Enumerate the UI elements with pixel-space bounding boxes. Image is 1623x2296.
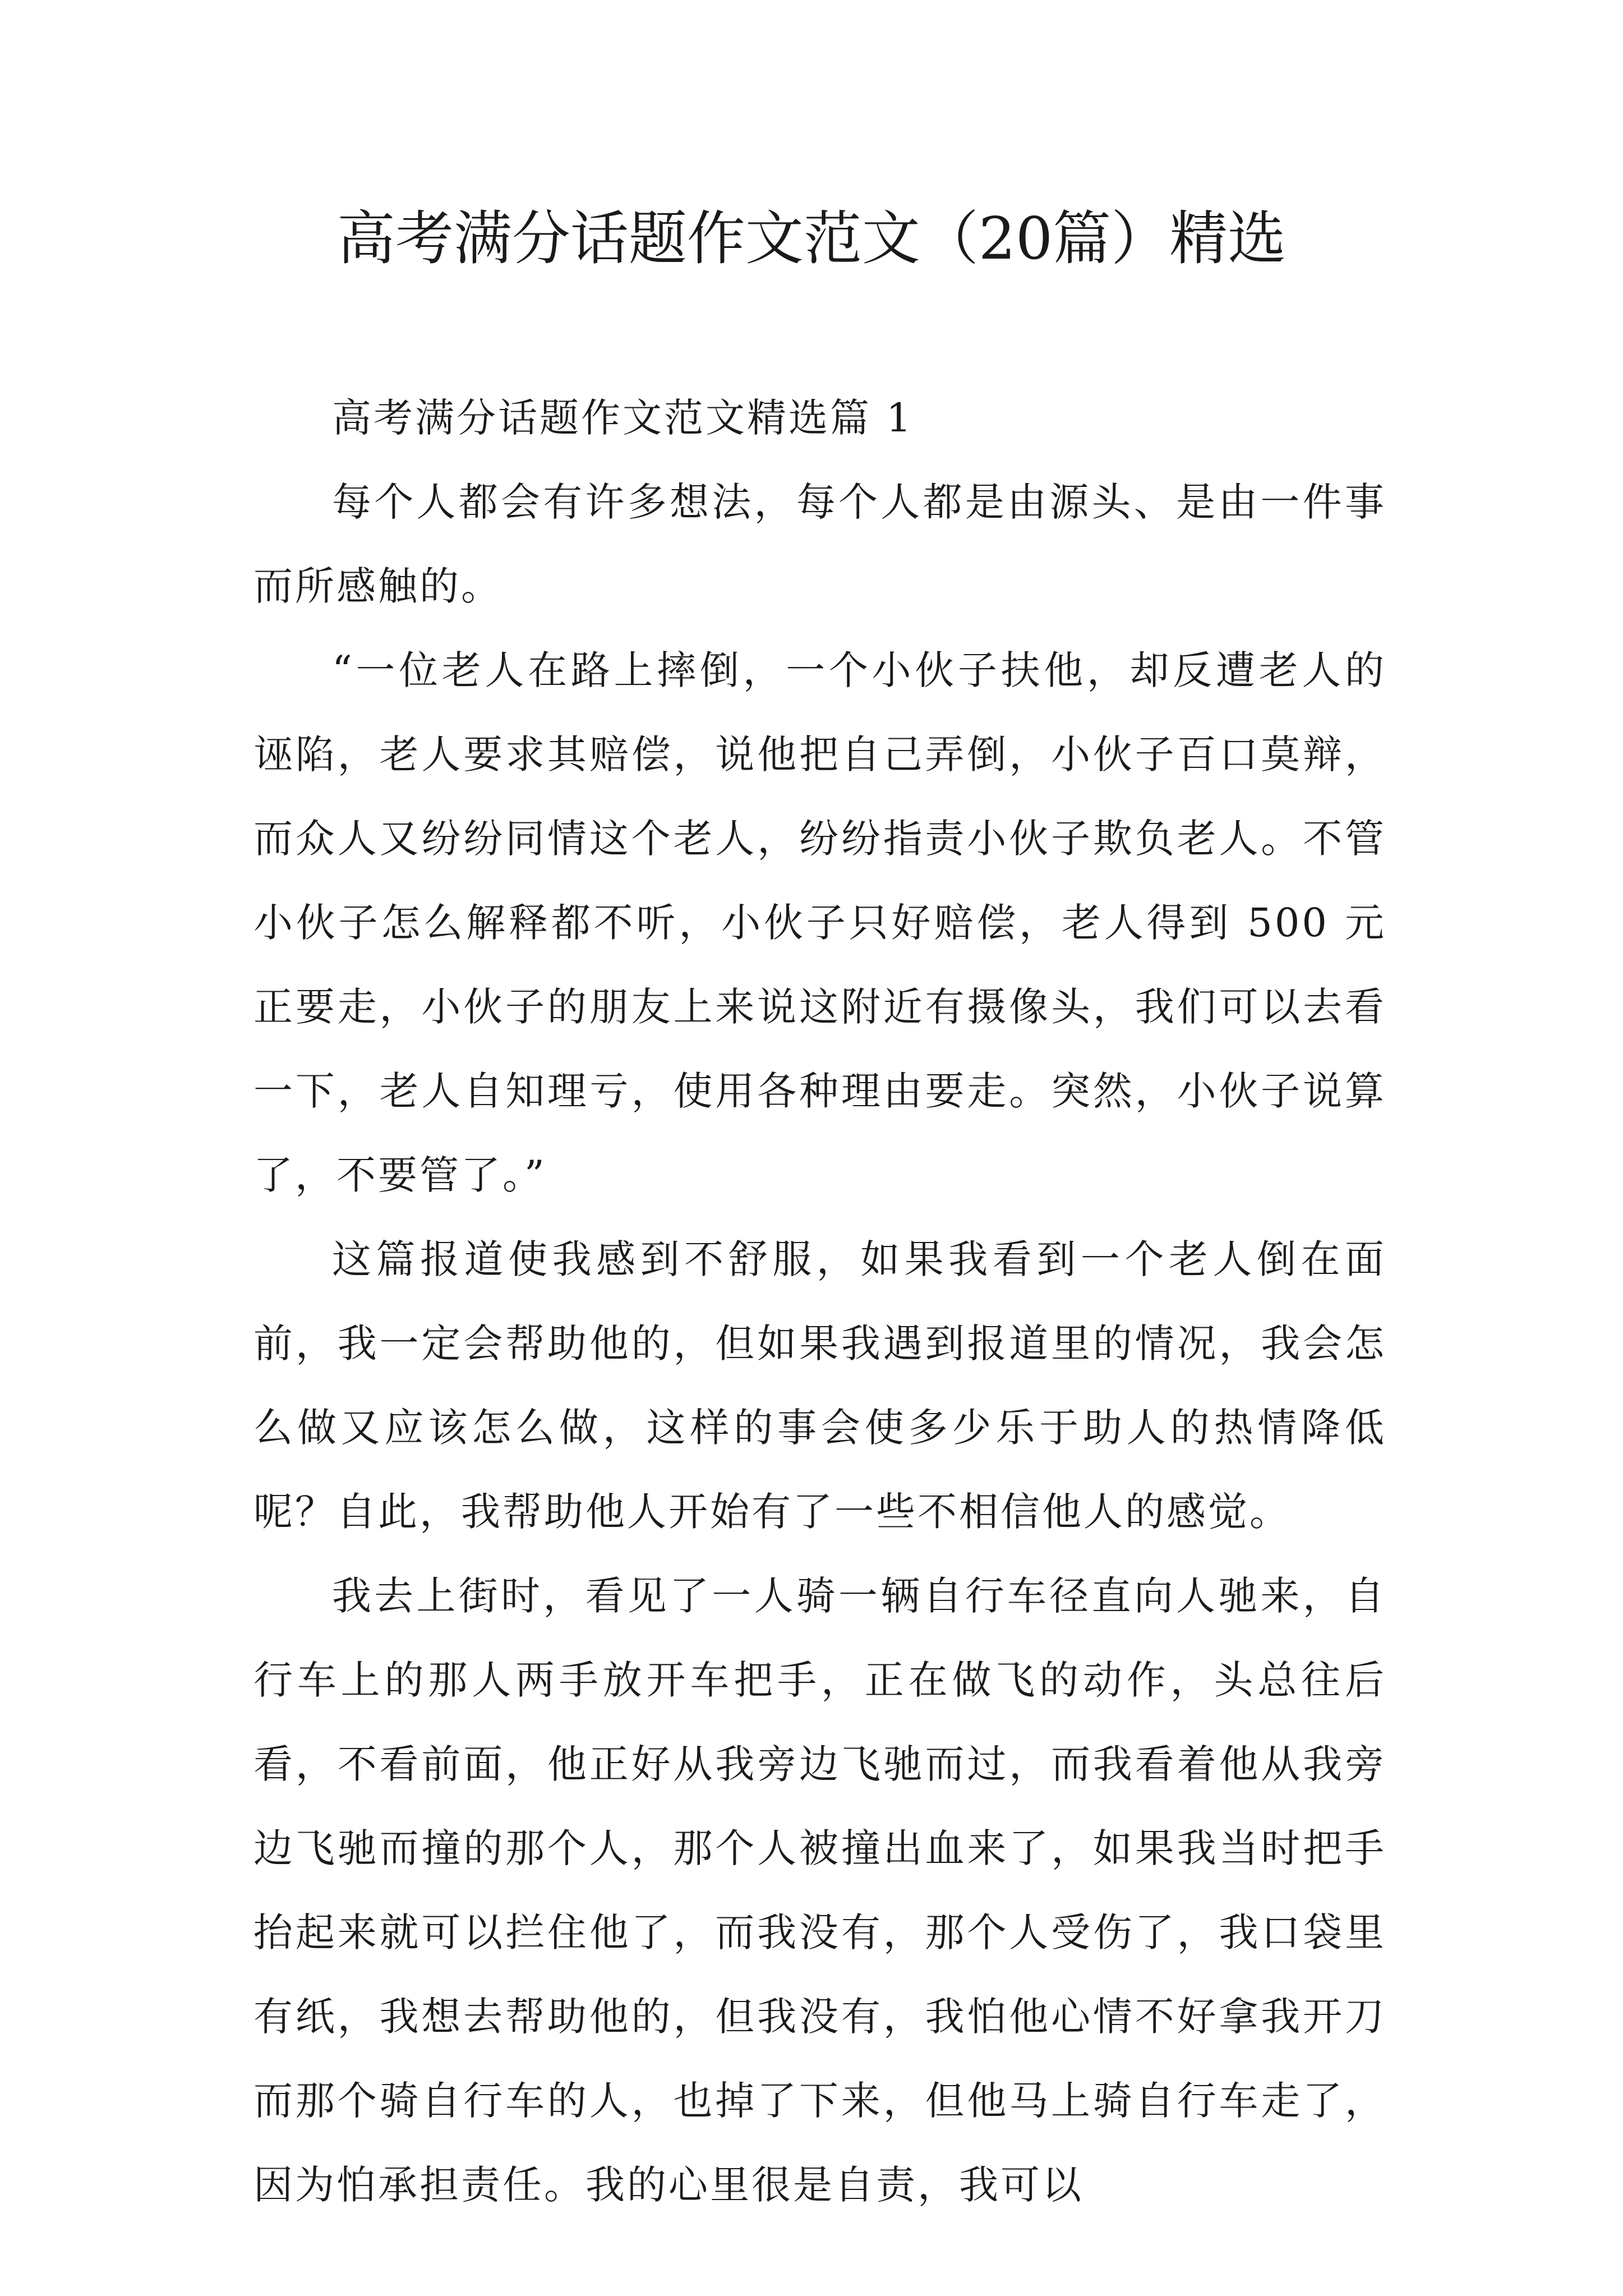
document-title: 高考满分话题作文范文（20篇）精选 [336,204,1287,273]
section-heading: 高考满分话题作文范文精选篇 1 [332,395,914,441]
paragraph-4: 我去上街时，看见了一人骑一辆自行车径直向人驰来，自行车上的那人两手放开车把手，正在做飞的动作，头总往后看，不看前面，他正好从我旁边飞驰而过，而我看着他从我旁边飞驰而撞的那个人，那个人被撞出血来了，如果我当时把手抬起来就可以拦住他了，而我没有，那个人受伤了，我口袋里有纸，我想去帮助他的，但我没有，我怕他心情不好拿我开刀而那个骑自行车的人，也掉了下来，但他马上骑自行车走了，因为怕承担责任。我的心里很是自责，我可以 [253,1573,1386,2208]
paragraph-2: “一位老人在路上摔倒，一个小伙子扶他，却反遭老人的诬陷，老人要求其赔偿，说他把自己弄倒，小伙子百口莫辩，而众人又纷纷同情这个老人，纷纷指责小伙子欺负老人。不管小伙子怎么解释都不听，小伙子只好赔偿，老人得到 500 元正要走，小伙子的朋友上来说这附近有摄像头，我们可以去看一下，老人自知理亏，使用各种理由要走。突然，小伙子说算了，不要管了。” [253,647,1386,1198]
paragraph-3: 这篇报道使我感到不舒服，如果我看到一个老人倒在面前，我一定会帮助他的，但如果我遇到报道里的情况，我会怎么做又应该怎么做，这样的事会使多少乐于助人的热情降低呢？自此，我帮助他人开始有了一些不相信他人的感觉。 [253,1236,1386,1535]
document-body [253,376,1386,2227]
paragraph-1: 每个人都会有许多想法，每个人都是由源头、是由一件事而所感触的。 [253,479,1386,609]
